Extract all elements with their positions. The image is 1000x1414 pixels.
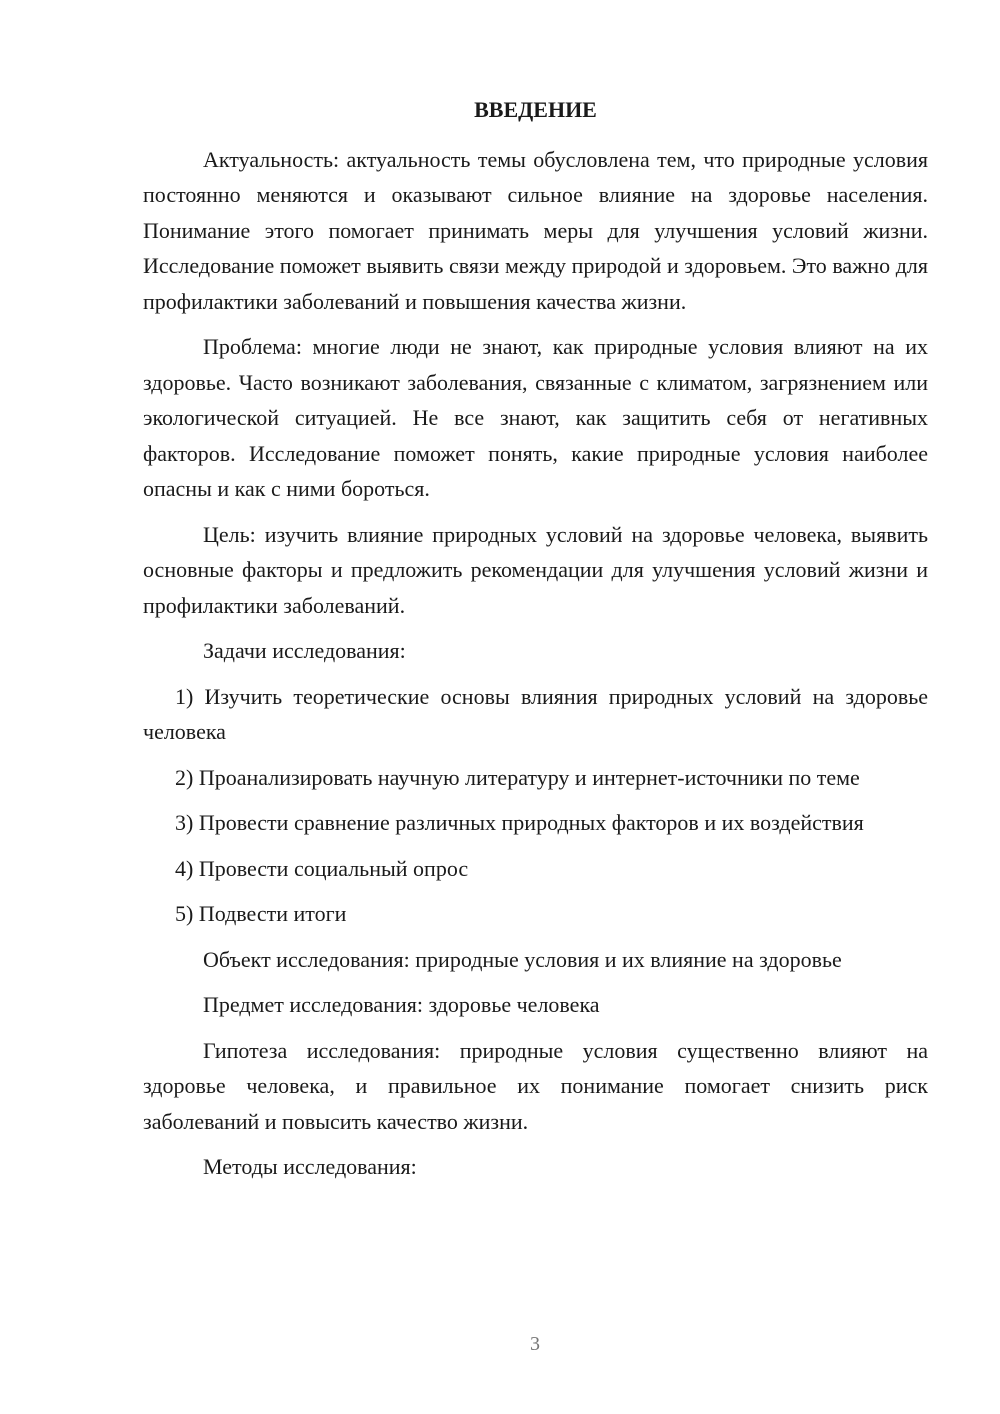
- task-item: 4) Провести социальный опрос: [175, 855, 469, 881]
- methods-heading: Методы исследования:: [203, 1154, 417, 1179]
- task-item: 1) Изучить теоретические основы влияния природных условий на здоровье человека: [143, 683, 928, 744]
- object-line: Объект исследования: природные условия и их влияние на здоровье: [203, 946, 842, 972]
- document-body: [143, 92, 928, 1195]
- task-item: 5) Подвести итоги: [175, 901, 347, 926]
- tasks-heading: Задачи исследования:: [203, 638, 406, 663]
- problem-paragraph: Проблема: многие люди не знают, как природные условия влияют на их здоровье. Часто возникают заболевания, связанные с климатом, загрязнением или экологической ситуацией. Не все знают, как защитить себя от негативных факторов. Исследование поможет понять, какие природные условия наиболее опасны и как с ними бороться.: [143, 334, 928, 501]
- page-number: 3: [530, 1333, 540, 1355]
- goal-paragraph: Цель: изучить влияние природных условий на здоровье человека, выявить основные факторы и предложить рекомендации для улучшения условий жизни и профилактики заболеваний.: [143, 521, 928, 618]
- hypothesis-paragraph: Гипотеза исследования: природные условия существенно влияют на здоровье человека, и правильное их понимание помогает снизить риск заболеваний и повысить качество жизни.: [143, 1037, 928, 1134]
- task-item: 3) Провести сравнение различных природных факторов и их воздействия: [175, 810, 864, 835]
- relevance-paragraph: Актуальность: актуальность темы обусловлена тем, что природные условия постоянно меняются и оказывают сильное влияние на здоровье населения. Понимание этого помогает принимать меры для улучшения условий жизни. Исследование поможет выявить связи между природой и здоровьем. Это важно для профилактики заболеваний и повышения качества жизни.: [143, 146, 928, 314]
- task-item: 2) Проанализировать научную литературу и интернет-источники по теме: [175, 764, 860, 790]
- section-title: ВВЕДЕНИЕ: [474, 97, 597, 122]
- subject-line: Предмет исследования: здоровье человека: [203, 992, 600, 1017]
